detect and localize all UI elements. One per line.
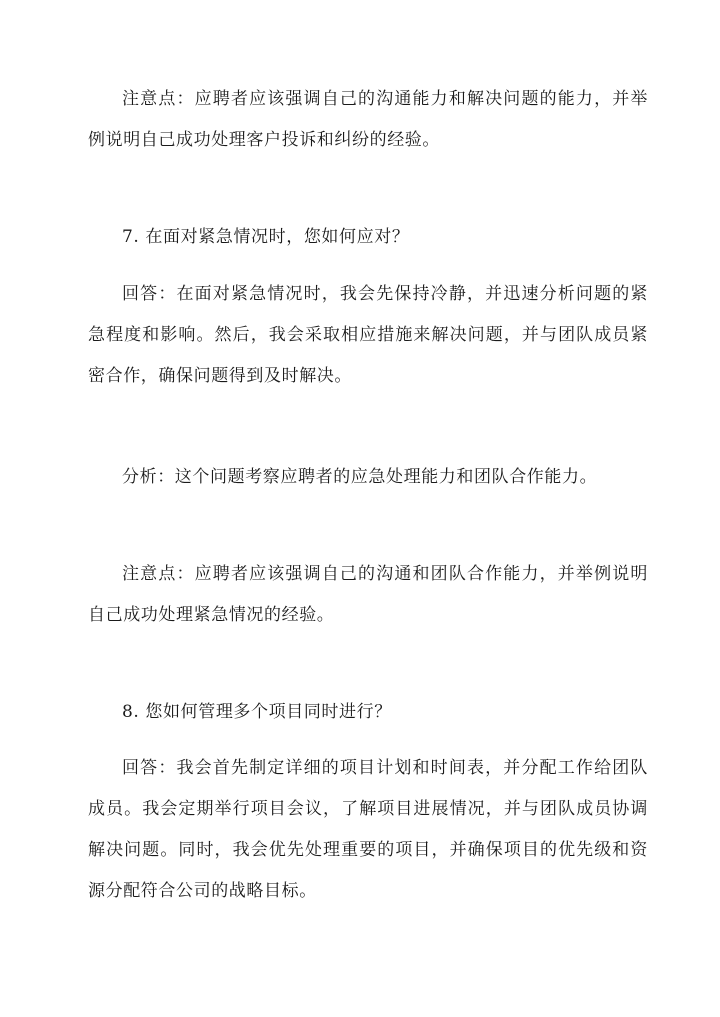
note-paragraph: 注意点：应聘者应该强调自己的沟通能力和解决问题的能力，并举例说明自己成功处理客户投诉和纠纷的经验。 [88,89,648,150]
note-paragraph: 注意点：应聘者应该强调自己的沟通和团队合作能力，并举例说明自己成功处理紧急情况的经验。 [88,564,648,625]
question-heading: 8. 您如何管理多个项目同时进行？ [122,702,392,722]
answer-paragraph: 回答：在面对紧急情况时，我会先保持冷静，并迅速分析问题的紧急程度和影响。然后，我会采取相应措施来解决问题，并与团队成员紧密合作，确保问题得到及时解决。 [88,284,648,386]
question-heading: 7. 在面对紧急情况时，您如何应对？ [122,227,410,247]
analysis-paragraph: 分析：这个问题考察应聘者的应急处理能力和团队合作能力。 [122,467,598,487]
answer-paragraph: 回答：我会首先制定详细的项目计划和时间表，并分配工作给团队成员。我会定期举行项目会议，了解项目进展情况，并与团队成员协调解决问题。同时，我会优先处理重要的项目，并确保项目的优先级和资源分配符合公司的战略目标。 [88,758,648,901]
